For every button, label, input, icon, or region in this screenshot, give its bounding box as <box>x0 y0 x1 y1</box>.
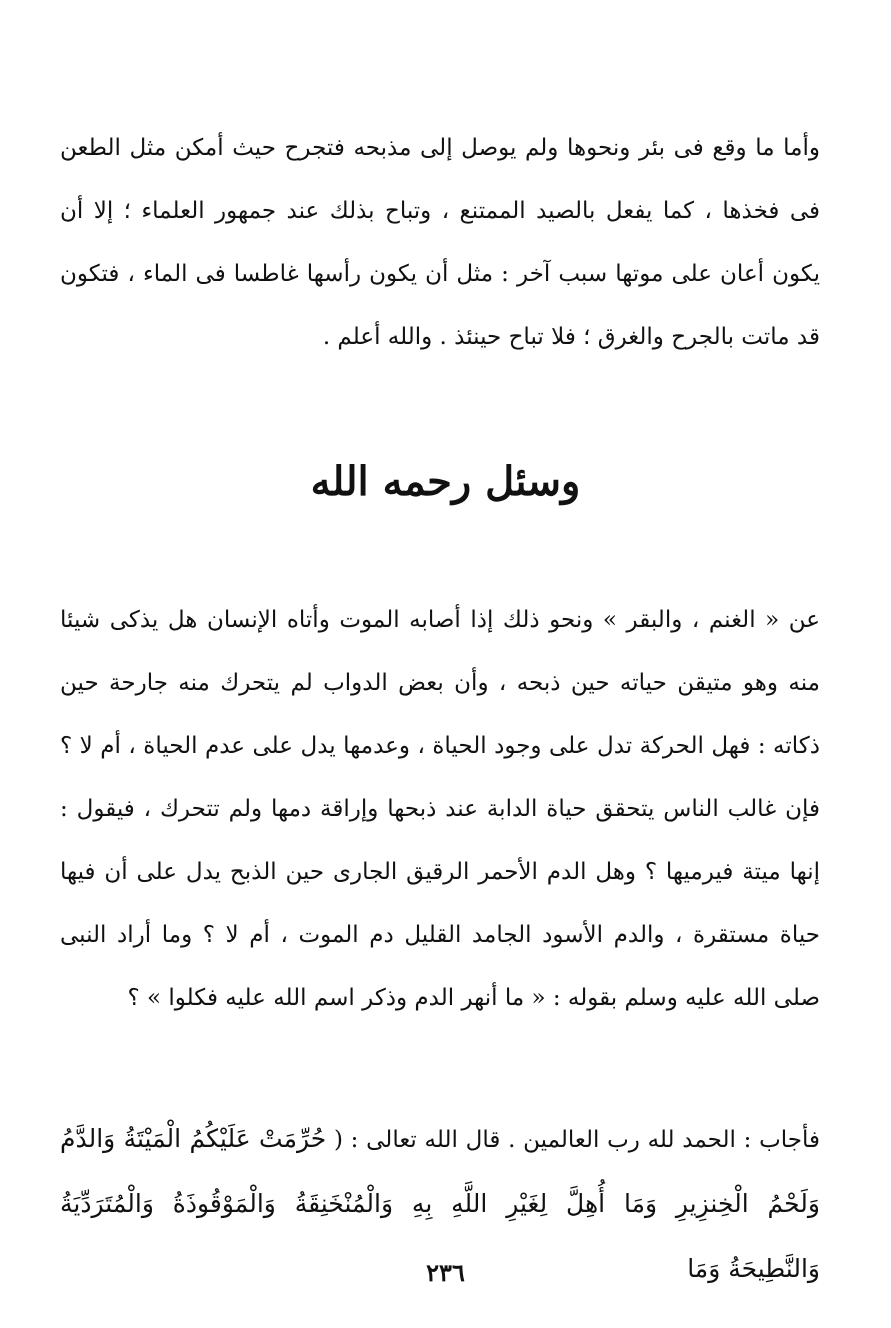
page-number: ٢٣٦ <box>426 1258 465 1287</box>
quran-verse: حُرِّمَتْ عَلَيْكُمُ الْمَيْتَةُ وَالدَّمُ وَلَحْمُ الْخِنزِيرِ وَمَا أُهِلَّ لِغَيْرِ اللَّهِ بِهِ وَالْمُنْخَنِقَةُ وَالْمَوْقُوذَةُ وَالْمُتَرَدِّيَةُ وَالنَّطِيحَةُ وَمَا <box>60 1124 820 1283</box>
section-heading: وسئل رحمه الله <box>310 458 581 505</box>
paragraph-well-animal-ruling: وأما ما وقع فى بئر ونحوها ولم يوصل إلى مذبحه فتجرح حيث أمكن مثل الطعن فى فخذها ، كما يفعل بالصيد الممتنع ، وتباح بذلك عند جمهور العلماء ؛ إلا أن يكون أعان على موتها سبب آخر : مثل أن يكون رأسها غاطسا فى الماء ، فتكون قد ماتت بالجرح والغرق ؛ فلا تباح حينئذ . والله أعلم . <box>60 135 820 350</box>
answer-intro: فأجاب : الحمد لله رب العالمين . قال الله تعالى : ( <box>333 1127 820 1153</box>
paragraph-question: عن « الغنم ، والبقر » ونحو ذلك إذا أصابه الموت وأتاه الإنسان هل يذكى شيئا منه وهو متيقن حياته حين ذبحه ، وأن بعض الدواب لم يتحرك منه جارحة حين ذكاته : فهل الحركة تدل على وجود الحياة ، وعدمها يدل على عدم الحياة ، أم لا ؟ فإن غالب الناس يتحقق حياة الدابة عند ذبحها وإراقة دمها ولم تتحرك ، فيقول : إنها ميتة فيرميها ؟ وهل الدم الأحمر الرقيق الجارى حين الذبح يدل على أن فيها حياة مستقرة ، والدم الأسود الجامد القليل دم الموت ، أم لا ؟ وما أراد النبى صلى الله عليه وسلم بقوله : « ما أنهر الدم وذكر اسم الله عليه فكلوا » ؟ <box>60 607 820 1011</box>
